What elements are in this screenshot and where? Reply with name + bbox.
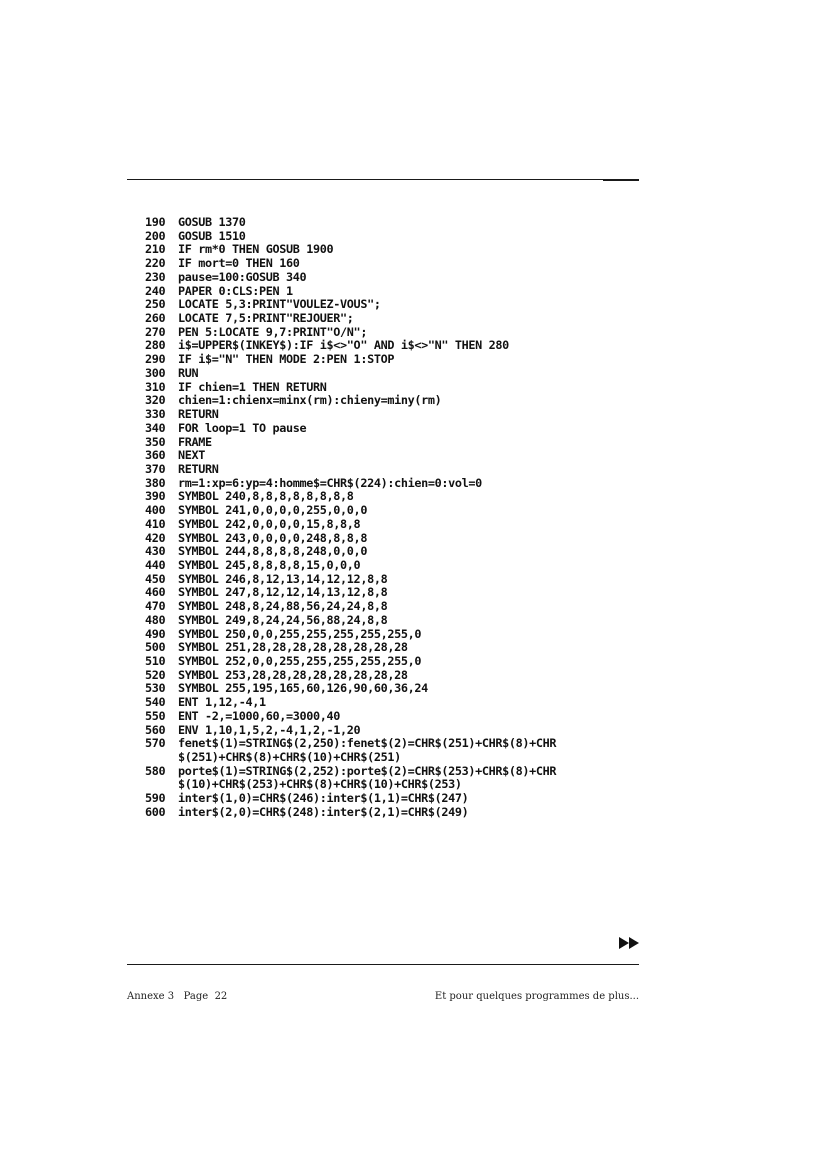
fast-forward-icon [619,937,641,949]
code-line [145,778,645,792]
line-number: 520 [145,667,166,682]
line-code: inter$(2,0)=CHR$(248):inter$(2,1)=CHR$(249) [178,804,469,819]
code-line [145,682,645,696]
code-line [145,312,645,326]
code-line [145,614,645,628]
line-number: 540 [145,695,166,710]
code-line [145,271,645,285]
line-code: SYMBOL 255,195,165,60,126,90,60,36,24 [178,681,428,696]
line-code: SYMBOL 242,0,0,0,0,15,8,8,8 [178,516,361,531]
code-line [145,559,645,573]
code-line [145,586,645,600]
line-code: IF mort=0 THEN 160 [178,256,300,271]
line-code: SYMBOL 253,28,28,28,28,28,28,28,28 [178,667,408,682]
code-line [145,737,645,751]
code-line [145,449,645,463]
line-code: SYMBOL 248,8,24,88,56,24,24,8,8 [178,599,388,614]
code-line [145,326,645,340]
code-line [145,724,645,738]
code-line [145,490,645,504]
code-line [145,545,645,559]
code-line [145,477,645,491]
line-number: 190 [145,215,166,229]
line-number: 240 [145,283,166,298]
line-code: SYMBOL 240,8,8,8,8,8,8,8,8 [178,489,354,504]
line-code: LOCATE 7,5:PRINT"REJOUER"; [178,311,354,326]
line-code: IF rm*0 THEN GOSUB 1900 [178,242,334,257]
line-number: 340 [145,420,166,435]
code-line [145,532,645,546]
line-code: SYMBOL 245,8,8,8,8,15,0,0,0 [178,557,361,572]
basic-listing [145,216,645,820]
line-number: 260 [145,311,166,326]
line-number: 400 [145,503,166,518]
line-code: PEN 5:LOCATE 9,7:PRINT"O/N"; [178,324,368,339]
line-code: ENT 1,12,-4,1 [178,695,266,710]
code-line [145,573,645,587]
code-line [145,285,645,299]
line-number: 210 [145,242,166,257]
line-code: fenet$(1)=STRING$(2,250):fenet$(2)=CHR$(251)+CHR$(8)+CHR [178,736,557,751]
code-line [145,751,645,765]
line-number: 580 [145,763,166,778]
line-code: i$=UPPER$(INKEY$):IF i$<>"O" AND i$<>"N" THEN 280 [178,338,509,353]
line-code: FOR loop=1 TO pause [178,420,307,435]
code-line [145,339,645,353]
line-code: $(251)+CHR$(8)+CHR$(10)+CHR$(251) [178,750,401,765]
line-code: SYMBOL 243,0,0,0,0,248,8,8,8 [178,530,368,545]
line-code: pause=100:GOSUB 340 [178,269,307,284]
line-number: 590 [145,791,166,806]
footer-book-title: Et pour quelques programmes de plus... [434,991,639,1002]
footer-page-label: Annexe 3 Page 22 [127,991,228,1002]
code-line [145,518,645,532]
top-rule-tail [603,180,639,181]
line-code: ENT -2,=1000,60,=3000,40 [178,708,341,723]
code-line [145,641,645,655]
line-code: RETURN [178,461,219,476]
line-number: 360 [145,448,166,463]
code-line [145,710,645,724]
code-line [145,600,645,614]
line-code: PAPER 0:CLS:PEN 1 [178,283,293,298]
line-number: 440 [145,557,166,572]
line-number: 550 [145,708,166,723]
line-code: RUN [178,365,199,380]
code-line [145,806,645,820]
line-code: LOCATE 5,3:PRINT"VOULEZ-VOUS"; [178,297,381,312]
code-line [145,422,645,436]
code-line [145,628,645,642]
line-number: 250 [145,297,166,312]
line-code: SYMBOL 249,8,24,24,56,88,24,8,8 [178,612,388,627]
code-line [145,230,645,244]
line-number: 450 [145,571,166,586]
line-number: 230 [145,269,166,284]
code-line [145,243,645,257]
code-line [145,408,645,422]
line-number: 220 [145,256,166,271]
line-code: GOSUB 1370 [178,215,246,229]
line-number: 500 [145,640,166,655]
line-code: chien=1:chienx=minx(rm):chieny=miny(rm) [178,393,442,408]
code-line [145,298,645,312]
code-line [145,394,645,408]
line-number: 530 [145,681,166,696]
line-number: 300 [145,365,166,380]
line-number: 270 [145,324,166,339]
line-code: NEXT [178,448,206,463]
line-code: rm=1:xp=6:yp=4:homme$=CHR$(224):chien=0:vol=0 [178,475,482,490]
code-line [145,381,645,395]
line-code: IF i$="N" THEN MODE 2:PEN 1:STOP [178,352,395,367]
line-code: SYMBOL 241,0,0,0,0,255,0,0,0 [178,503,368,518]
line-number: 390 [145,489,166,504]
code-line [145,504,645,518]
line-code: ENV 1,10,1,5,2,-4,1,2,-1,20 [178,722,361,737]
line-number: 290 [145,352,166,367]
code-line [145,367,645,381]
code-line [145,696,645,710]
line-number: 490 [145,626,166,641]
code-line [145,257,645,271]
line-code: FRAME [178,434,212,449]
line-number: 320 [145,393,166,408]
line-code: RETURN [178,407,219,422]
line-number: 460 [145,585,166,600]
line-number: 430 [145,544,166,559]
bottom-rule [127,964,639,965]
line-code: SYMBOL 247,8,12,12,14,13,12,8,8 [178,585,388,600]
line-code: SYMBOL 252,0,0,255,255,255,255,255,0 [178,654,422,668]
line-number: 600 [145,804,166,819]
line-number: 200 [145,228,166,243]
code-line [145,216,645,230]
line-code: SYMBOL 251,28,28,28,28,28,28,28,28 [178,640,408,655]
line-code: SYMBOL 250,0,0,255,255,255,255,255,0 [178,626,422,641]
code-line [145,436,645,450]
code-line [145,353,645,367]
line-number: 310 [145,379,166,394]
line-number: 510 [145,654,166,668]
line-code: $(10)+CHR$(253)+CHR$(8)+CHR$(10)+CHR$(253) [178,777,462,792]
line-number: 420 [145,530,166,545]
line-number: 410 [145,516,166,531]
line-number: 330 [145,407,166,422]
line-number: 380 [145,475,166,490]
line-number: 470 [145,599,166,614]
line-number: 350 [145,434,166,449]
code-line [145,792,645,806]
line-code: IF chien=1 THEN RETURN [178,379,327,394]
code-line [145,765,645,779]
line-code: SYMBOL 244,8,8,8,8,248,0,0,0 [178,544,368,559]
code-line [145,669,645,683]
top-rule [127,179,639,180]
line-number: 280 [145,338,166,353]
line-number: 570 [145,736,166,751]
code-line [145,463,645,477]
line-code: GOSUB 1510 [178,228,246,243]
line-number: 560 [145,722,166,737]
line-code: SYMBOL 246,8,12,13,14,12,12,8,8 [178,571,388,586]
line-number: 370 [145,461,166,476]
line-number: 480 [145,612,166,627]
line-code: porte$(1)=STRING$(2,252):porte$(2)=CHR$(253)+CHR$(8)+CHR [178,763,557,778]
code-line [145,655,645,669]
line-code: inter$(1,0)=CHR$(246):inter$(1,1)=CHR$(247) [178,791,469,806]
